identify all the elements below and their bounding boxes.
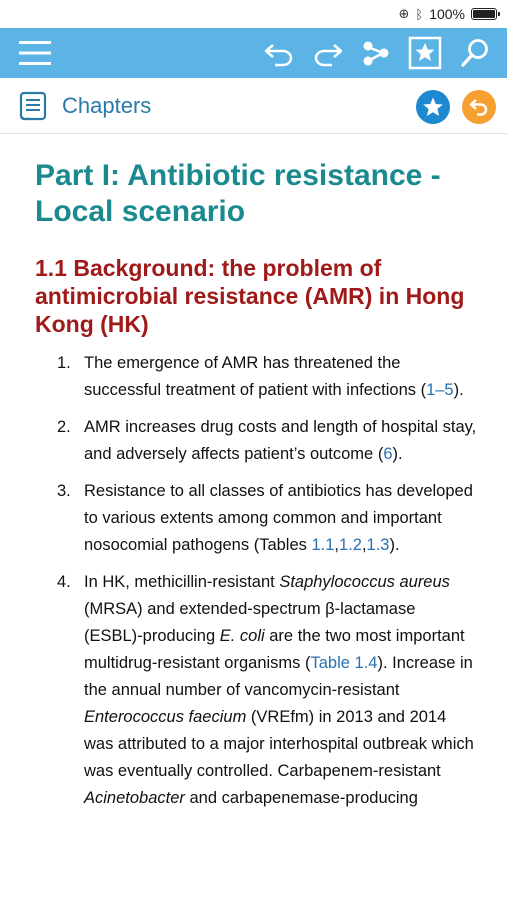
status-bar [0,0,507,28]
list-item [57,569,477,812]
bluetooth-icon: ᛒ [415,6,424,22]
background-list [57,350,477,822]
redo-icon [312,39,344,67]
table-link[interactable]: 1.2 [339,536,362,554]
chapters-button[interactable] [18,90,151,122]
share-icon [361,38,391,68]
battery-percentage: 100% [429,6,465,22]
item-number: 1. [57,354,71,372]
item-text: ). [392,445,403,463]
orientation-lock-icon: ⊕ [398,6,410,21]
menu-icon [18,38,52,68]
item-text: The emergence of AMR has threatened the successful treatment of patient with infections ( [84,354,427,399]
item-text: AMR increases drug costs and length of hospital stay, and adversely affects patient’s outcome ( [84,418,477,463]
bookmark-star-icon [408,36,442,70]
toolbar [0,28,507,78]
chapter-content [0,134,507,900]
organism-name: Acinetobacter [84,789,185,807]
search-button[interactable] [456,34,494,72]
share-button[interactable] [357,34,395,72]
bookmark-button[interactable] [406,34,444,72]
favorite-button[interactable] [416,90,450,124]
item-text: Resistance to all classes of antibiotics has developed to various extents among common and important nosocomial pathogens (Tables [84,482,473,554]
table-link[interactable]: 1.1 [311,536,335,554]
table-link[interactable]: 1.3 [366,536,390,554]
back-button[interactable] [462,90,496,124]
battery-icon [471,8,497,20]
list-item [57,414,477,468]
item-text: and carbapenemase-producing [184,789,418,807]
redo-button[interactable] [309,34,347,72]
search-icon [459,37,491,69]
item-text: ). [389,536,400,554]
reference-link[interactable]: 6 [383,445,393,463]
item-number: 4. [57,573,71,591]
menu-button[interactable] [16,34,54,72]
item-text: ). [453,381,464,399]
chapters-bar [0,78,507,134]
item-text: (MRSA) and extended-spectrum β-lactamase (ESBL)-producing [84,600,416,645]
item-number: 3. [57,482,71,500]
item-text: , [334,536,340,554]
list-item [57,478,477,559]
list-item [57,350,477,404]
return-arrow-icon [468,96,490,118]
part-title: Part I: Antibiotic resistance - Local scenario [35,159,441,228]
chapters-label: Chapters [62,93,152,118]
item-number: 2. [57,418,71,436]
section-title: 1.1 Background: the problem of antimicrobial resistance (AMR) in Hong Kong (HK) [35,255,465,337]
item-text: In HK, methicillin-resistant [84,573,280,591]
star-icon [422,96,444,118]
undo-button[interactable] [260,34,298,72]
scroll-icon [18,90,48,122]
table-link[interactable]: Table 1.4 [310,654,378,672]
reference-link[interactable]: 1–5 [426,381,454,399]
undo-icon [263,39,295,67]
item-text: , [361,536,367,554]
item-text: ). Increase in the annual number of vancomycin-resistant [84,654,473,699]
organism-name: Enterococcus faecium [84,708,247,726]
item-text: are the two most important multidrug-resistant organisms ( [84,627,465,672]
item-text: (VREfm) in 2013 and 2014 was attributed to a major interhospital outbreak which was eventually controlled. Carbapenem-resistant [84,708,474,780]
organism-name: Staphylococcus aureus [279,573,450,591]
organism-name: E. coli [219,627,265,645]
